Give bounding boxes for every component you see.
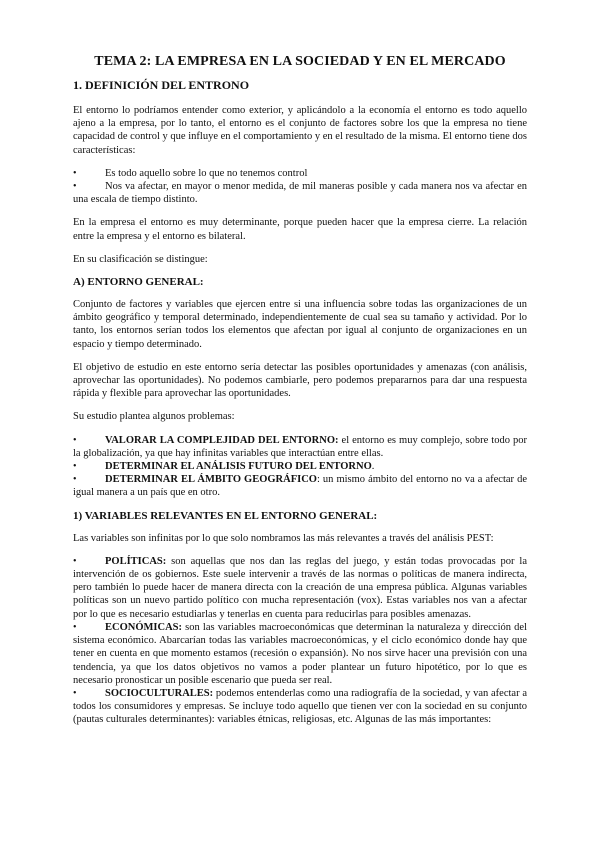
bullet-icon: • xyxy=(73,167,77,179)
list-item: • VALORAR LA COMPLEJIDAD DEL ENTORNO: el entorno es muy complejo, sobre todo por la globalización, ya que hay infinitas variables que interactúan entre ellas. xyxy=(73,434,527,459)
list-item: • DETERMINAR EL ANÁLISIS FUTURO DEL ENTORNO. xyxy=(73,461,375,473)
paragraph-clasificacion: En su clasificación se distingue: xyxy=(73,253,208,265)
bullet-icon: • xyxy=(73,687,77,699)
list-item: • SOCIOCULTURALES: podemos entenderlas como una radiografía de la sociedad, y van afectar a todos los consumidores y empresas. Se incluye todo aquello que tienen ver con la sociedad en su conjunto (pautas culturales determinantes): variables étnicas, religiosas, etc. Algunas de las más importantes: xyxy=(73,687,527,726)
list-item: • Nos va afectar, en mayor o menor medida, de mil maneras posible y cada manera nos va afectar en una escala de tiempo distinto. xyxy=(73,181,527,206)
bullet-icon: • xyxy=(73,474,77,486)
section-heading-variables: 1) VARIABLES RELEVANTES EN EL ENTORNO GENERAL: xyxy=(73,509,378,522)
paragraph-bilateral: En la empresa el entorno es muy determinante, porque pueden hacer que la empresa cierre. La relación entre la empresa y el entorno es bilateral. xyxy=(73,217,527,242)
bullet-icon: • xyxy=(73,621,77,633)
problems-list xyxy=(73,434,527,500)
list-item: • POLÍTICAS: son aquellas que nos dan las reglas del juego, y están todas provocadas por la intervención de os gobiernos. Este suele intervenir a través de las normas o políticas de manera indirecta, pero también lo puede hacer de manera directa con la creación de una empresa pública. Algunas variables políticas son un nuevo partido político con mucha representación (vox). Estas variables nos van a afectar por lo que es necesario estudiarlas y tenerlas en cuenta para reducirlas para posibles amenazas. xyxy=(73,555,527,620)
paragraph-objetivo: El objetivo de estudio en este entorno sería detectar las posibles oportunidades y amenazas (con análisis, aprovechar las oportunidades). No podemos cambiarle, pero podemos prepararnos para dar una respuesta rápida y flexible para aprovechar las oportunidades. xyxy=(73,361,527,400)
document-title: TEMA 2: LA EMPRESA EN LA SOCIEDAD Y EN EL MERCADO xyxy=(94,54,506,69)
paragraph-intro: El entorno lo podríamos entender como exterior, y aplicándolo a la economía el entorno es todo aquello ajeno a la empresa, por lo tanto, el entorno es el conjunto de factores sobre los que la empresa no tiene capacidad de control y que influye en el comportamiento y en el resultado de la misma. El entorno tiene dos características: xyxy=(73,105,527,156)
section-heading-entorno-general: A) ENTORNO GENERAL: xyxy=(73,276,204,289)
paragraph-variables-intro: Las variables son infinitas por lo que solo nombramos las más relevantes a través del análisis PEST: xyxy=(73,532,494,544)
bullet-icon: • xyxy=(73,181,77,193)
list-item: • DETERMINAR EL ÁMBITO GEOGRÁFICO: un mismo ámbito del entorno no va a afectar de igual manera a un país que en otro. xyxy=(73,474,527,499)
section-heading-definicion: 1. DEFINICIÓN DEL ENTRONO xyxy=(73,78,250,92)
paragraph-problemas: Su estudio plantea algunos problemas: xyxy=(73,411,235,423)
bullet-icon: • xyxy=(73,461,77,473)
list-item: • Es todo aquello sobre lo que no tenemos control xyxy=(73,167,308,179)
bullet-icon: • xyxy=(73,555,77,567)
paragraph-definicion-general: Conjunto de factores y variables que ejercen entre si una influencia sobre todas las organizaciones de un ámbito geográfico y temporal determinado, independientemente de cual sea su tamaño y actividad. Por lo tanto, los entornos serían todos los elementos que afectan por igual al conjunto de organizaciones en un espacio y tiempo determinado. xyxy=(73,299,527,350)
bullet-icon: • xyxy=(73,434,77,446)
variables-list xyxy=(73,555,527,727)
list-item: • ECONÓMICAS: son las variables macroeconómicas que determinan la naturaleza y dirección del sistema económico. Abarcarían todas las variables macroeconómicas, y el ciclo económico donde hay que tener en cuenta en que momento estamos (recesión o expansión). No nos sirve hacer una previsión con una tendencia, ya que los datos objetivos no vamos a poder plantear un futuro hipotético, por lo que es necesario pronosticar un posible escenario que pueda ser real. xyxy=(73,621,527,686)
characteristics-list xyxy=(73,167,527,207)
